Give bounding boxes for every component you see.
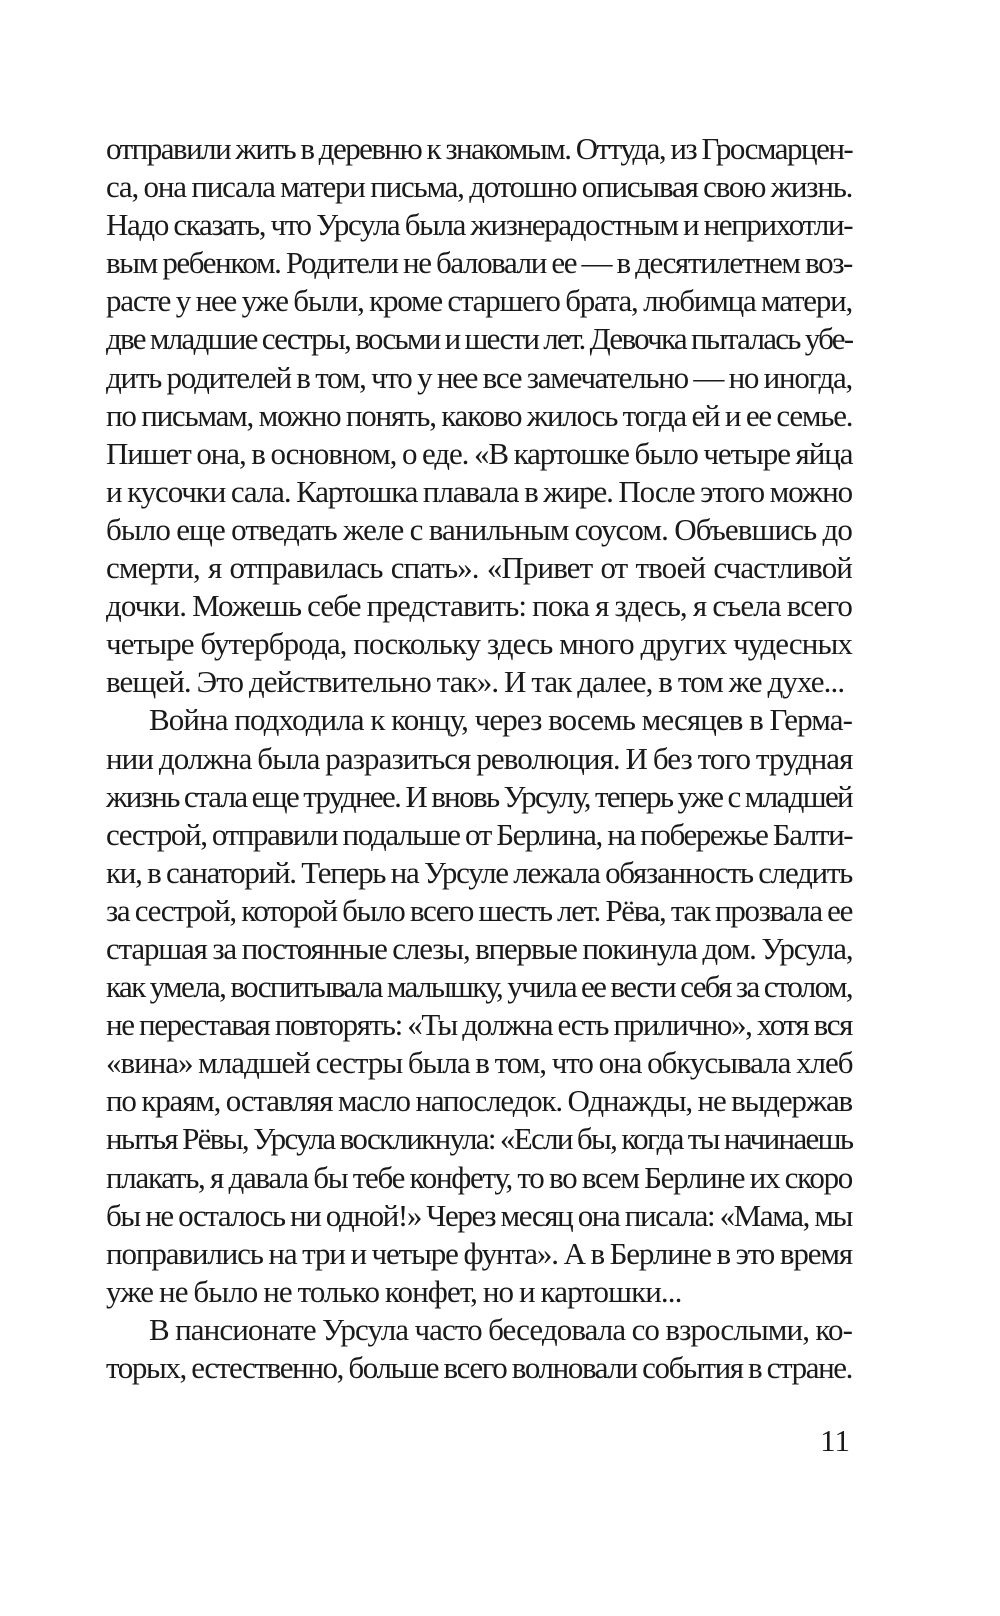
text-line: не переставая повторять: «Ты должна есть прилично», хотя вся xyxy=(106,1007,852,1043)
text-line: и кусочки сала. Картошка плавала в жире. После этого можно xyxy=(106,473,852,509)
text-line: плакать, я давала бы тебе конфету, то во всем Берлине их скоро xyxy=(106,1159,852,1195)
text-line: было еще отведать желе с ванильным соусом. Объевшись до xyxy=(106,511,852,547)
text-line: отправили жить в деревню к знакомым. Оттуда, из Гросмарцен- xyxy=(106,131,853,166)
text-line: расте у нее уже были, кроме старшего брата, любимца матери, xyxy=(106,283,852,319)
text-line: Война подходила к концу, через восемь месяцев в Герма- xyxy=(149,702,852,738)
text-line: по краям, оставляя масло напоследок. Однажды, не выдержав xyxy=(106,1083,852,1119)
paragraph xyxy=(106,701,852,1311)
text-line: по письмам, можно понять, каково жилось тогда ей и ее семье. xyxy=(106,397,853,433)
text-line: за сестрой, которой было всего шесть лет. Рёва, так прозвала ее xyxy=(106,892,853,928)
body-text xyxy=(106,130,852,1387)
text-line: нии должна была разразиться революция. И без того трудная xyxy=(106,740,853,776)
page-number: 11 xyxy=(820,1423,850,1458)
text-line: как умела, воспитывала малышку, учила ее вести себя за столом, xyxy=(106,969,852,1005)
text-line: В пансионате Урсула часто беседовала со взрослыми, ко- xyxy=(149,1311,852,1347)
text-line: торых, естественно, больше всего волновали события в стране. xyxy=(106,1350,853,1385)
paragraph xyxy=(106,130,852,701)
text-line: дить родителей в том, что у нее все замечательно — но иногда, xyxy=(106,359,852,395)
text-line: ки, в санаторий. Теперь на Урсуле лежала обязанность следить xyxy=(106,854,853,890)
text-line: уже не было не только конфет, но и картошки... xyxy=(106,1273,682,1309)
text-line: вым ребенком. Родители не баловали ее — в десятилетнем воз- xyxy=(106,245,852,281)
text-line: са, она писала матери письма, дотошно описывая свою жизнь. xyxy=(106,169,853,205)
text-line: вещей. Это действительно так». И так далее, в том же духе... xyxy=(106,664,845,700)
text-line: смерти, я отправилась спать». «Привет от твоей счастливой xyxy=(106,550,852,586)
text-line: четыре бутерброда, поскольку здесь много других чудесных xyxy=(106,626,852,662)
text-line: жизнь стала еще труднее. И вновь Урсулу, теперь уже с младшей xyxy=(106,778,852,814)
text-line: Надо сказать, что Урсула была жизнерадостным и неприхотли- xyxy=(106,207,853,243)
text-line: старшая за постоянные слезы, впервые покинула дом. Урсула, xyxy=(106,930,853,966)
text-line: дочки. Можешь себе представить: пока я здесь, я съела всего xyxy=(106,588,852,624)
paragraph xyxy=(106,1311,852,1387)
text-line: поправились на три и четыре фунта». А в Берлине в это время xyxy=(106,1235,852,1271)
text-line: сестрой, отправили подальше от Берлина, на побережье Балти- xyxy=(106,816,853,852)
text-line: две младшие сестры, восьми и шести лет. Девочка пыталась убе- xyxy=(106,321,853,357)
text-line: нытья Рёвы, Урсула воскликнула: «Если бы, когда ты начинаешь xyxy=(106,1121,853,1157)
text-line: бы не осталось ни одной!» Через месяц она писала: «Мама, мы xyxy=(106,1197,852,1233)
text-line: «вина» младшей сестры была в том, что она обкусывала хлеб xyxy=(106,1045,853,1081)
text-line: Пишет она, в основном, о еде. «В картошке было четыре яйца xyxy=(106,435,853,471)
